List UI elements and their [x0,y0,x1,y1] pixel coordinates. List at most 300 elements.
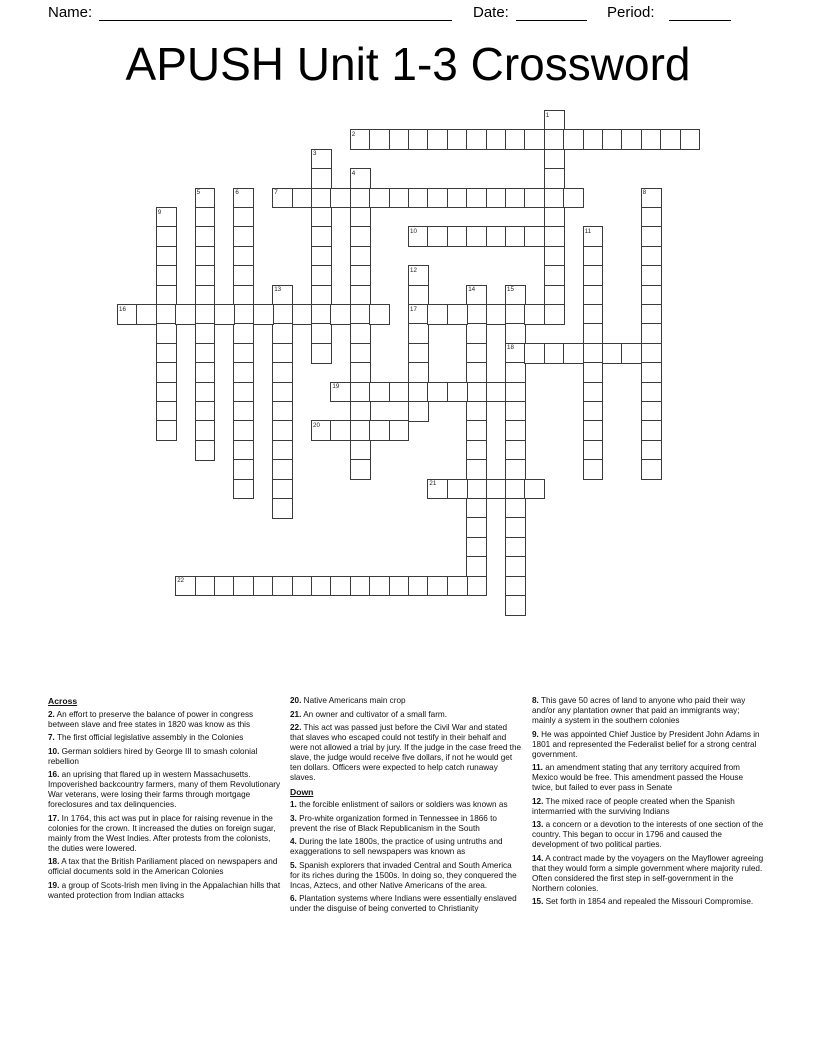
grid-cell [466,440,487,461]
grid-cell [427,304,448,325]
grid-cell [156,323,177,344]
grid-cell [583,420,604,441]
grid-cell [641,401,662,422]
grid-cell [350,576,371,597]
grid-cell [621,343,642,364]
grid-cell [175,304,196,325]
grid-cell [641,129,662,150]
clue-18: 18. A tax that the British Pariliament placed on newspapers and official documents sold in the American Colonies [48,857,278,876]
grid-cell [195,576,216,597]
grid-cell [563,129,584,150]
grid-cell [233,382,254,403]
grid-cell [311,188,332,209]
grid-cell [156,420,177,441]
grid-cell [583,323,604,344]
cell-number: 15 [507,286,514,294]
cell-number: 4 [351,169,356,177]
grid-cell [272,188,293,209]
grid-cell [156,382,177,403]
grid-cell [272,382,293,403]
grid-cell [389,576,410,597]
grid-cell [505,323,526,344]
grid-cell [233,479,254,500]
grid-cell [233,304,254,325]
grid-cell [641,362,662,383]
grid-cell [272,576,293,597]
grid-cell [641,382,662,403]
cell-number: 17 [410,305,417,313]
grid-cell [408,576,429,597]
grid-cell [408,226,429,247]
cell-number: 8 [642,189,647,197]
grid-cell [466,556,487,577]
grid-cell [195,304,216,325]
clue-7: 7. The first official legislative assembly in the Colonies [48,733,244,742]
grid-cell [350,420,371,441]
clue-11: 11. an amendment stating that any territory acquired from Mexico would be free. This amendment passed the House twice, but failed to ever pass in Senate [532,763,744,792]
grid-cell [369,129,390,150]
grid-cell [350,207,371,228]
cell-number: 10 [410,227,417,235]
grid-cell [292,188,313,209]
grid-cell [466,226,487,247]
grid-cell [583,440,604,461]
grid-cell [233,459,254,480]
grid-cell [272,440,293,461]
cell-number: 22 [177,577,185,585]
cell-number: 7 [274,189,278,197]
grid-cell [214,304,235,325]
grid-cell [156,362,177,383]
grid-cell [350,285,371,306]
grid-cell [369,188,390,209]
grid-cell [427,576,448,597]
grid-cell [389,382,410,403]
grid-cell [117,304,138,325]
grid-cell [272,323,293,344]
grid-cell [156,401,177,422]
grid-cell [350,459,371,480]
grid-cell [195,401,216,422]
grid-cell [544,285,565,306]
grid-cell [505,362,526,383]
grid-cell [583,343,604,364]
grid-cell [369,576,390,597]
grid-cell [350,323,371,344]
grid-cell [466,343,487,364]
grid-cell [233,401,254,422]
grid-cell [311,265,332,286]
grid-cell [466,304,487,325]
grid-cell [369,304,390,325]
grid-cell [195,440,216,461]
crossword-grid [117,110,699,614]
grid-cell [505,382,526,403]
grid-cell [466,420,487,441]
grid-cell [272,401,293,422]
period-label: Period: [607,4,655,21]
grid-cell [350,168,371,189]
grid-cell [195,343,216,364]
grid-cell [369,420,390,441]
grid-cell [583,401,604,422]
grid-cell [524,343,545,364]
grid-cell [505,595,526,616]
grid-cell [641,323,662,344]
grid-cell [195,246,216,267]
grid-cell [195,323,216,344]
grid-cell [311,420,332,441]
grid-cell [505,420,526,441]
grid-cell [408,343,429,364]
grid-cell [195,362,216,383]
clue-17: 17. In 1764, this act was put in place for raising revenue in the colonies for the crown. It increased the duties on foreign sugar, mainly from the West Indies. After protests from the colonists, the duties were lowered. [48,813,276,853]
grid-cell [311,246,332,267]
cell-number: 5 [196,189,201,197]
grid-cell [544,265,565,286]
grid-cell [524,479,545,500]
clue-section [48,696,768,918]
grid-cell [156,343,177,364]
grid-cell [389,188,410,209]
grid-cell [350,440,371,461]
clue-column [290,696,523,918]
down-heading: Down [290,786,314,797]
grid-cell [311,304,332,325]
clue-5: 5. Spanish explorers that invaded Central and South America for its riches during the 1500s. In doing so, they conquered the Incas, Aztecs, and other Native Americans of the area. [290,860,517,890]
cell-number: 13 [274,286,282,294]
grid-cell [233,362,254,383]
clue-20: 20. Native Americans main crop [290,696,406,705]
grid-cell [466,576,487,597]
grid-cell [466,188,487,209]
grid-cell [583,265,604,286]
grid-cell [195,382,216,403]
grid-cell [583,382,604,403]
grid-cell [486,226,507,247]
grid-cell [311,168,332,189]
grid-cell [641,420,662,441]
cell-number: 20 [313,421,320,429]
grid-cell [233,285,254,306]
grid-cell [156,265,177,286]
clue-22: 22. This act was passed just before the Civil War and stated that slaves who escaped could not testify in their behalf and were not allowed a trial by jury. If the judge in the case freed the slave, the judge would receive five dollars, if not he would get ten dollars. Officers were expected to help catch runaway slaves. [290,723,522,782]
grid-cell [233,420,254,441]
cell-number: 18 [507,344,514,352]
grid-cell [641,207,662,228]
grid-cell [330,576,351,597]
grid-cell [544,129,565,150]
grid-cell [641,246,662,267]
page-title: APUSH Unit 1-3 Crossword [125,38,691,90]
grid-cell [505,401,526,422]
grid-cell [233,226,254,247]
grid-cell [350,246,371,267]
grid-cell [292,304,313,325]
grid-cell [350,226,371,247]
grid-cell [544,149,565,170]
grid-cell [544,168,565,189]
grid-cell [466,382,487,403]
grid-cell [447,129,468,150]
grid-cell [195,188,216,209]
grid-cell [330,382,351,403]
grid-cell [292,576,313,597]
grid-cell [350,343,371,364]
grid-cell [156,226,177,247]
grid-cell [233,576,254,597]
grid-cell [195,207,216,228]
grid-cell [466,517,487,538]
name-blank-line [99,20,452,21]
grid-cell [214,576,235,597]
grid-cell [641,343,662,364]
grid-cell [524,226,545,247]
grid-cell [408,188,429,209]
grid-cell [583,246,604,267]
grid-cell [505,517,526,538]
grid-cell [156,304,177,325]
grid-cell [486,479,507,500]
grid-cell [311,343,332,364]
grid-cell [311,207,332,228]
grid-cell [505,479,526,500]
clue-column [48,696,281,918]
name-label: Name: [48,4,93,21]
grid-cell [505,576,526,597]
grid-cell [233,207,254,228]
cell-number: 11 [584,227,592,235]
grid-cell [505,226,526,247]
grid-cell [466,129,487,150]
grid-cell [602,129,623,150]
grid-cell [272,479,293,500]
clue-21: 21. An owner and cultivator of a small farm. [290,709,448,719]
grid-cell [505,188,526,209]
grid-cell [544,246,565,267]
grid-cell [544,110,565,131]
grid-cell [427,479,448,500]
grid-cell [641,440,662,461]
grid-cell [350,265,371,286]
cell-number: 16 [119,305,126,313]
grid-cell [350,401,371,422]
grid-cell [330,420,351,441]
clue-12: 12. The mixed race of people created when the Spanish intermarried with the surviving Indians [532,796,735,816]
grid-cell [563,343,584,364]
grid-cell [505,537,526,558]
grid-cell [505,556,526,577]
grid-cell [583,285,604,306]
clue-3: 3. Pro-white organization formed in Tennessee in 1866 to prevent the rise of Black Republicanism in the South [290,813,497,833]
grid-cell [427,226,448,247]
cell-number: 14 [468,286,476,294]
grid-cell [544,207,565,228]
grid-cell [447,188,468,209]
grid-cell [408,265,429,286]
clue-14: 14. A contract made by the voyagers on the Mayflower agreeing that they would form a simple government where majority ruled. Often considered the first step in self-government in the Northern colonies. [532,853,764,893]
grid-cell [408,382,429,403]
grid-cell [680,129,701,150]
grid-cell [641,285,662,306]
grid-cell [583,459,604,480]
grid-cell [505,285,526,306]
grid-cell [524,188,545,209]
across-heading: Across [48,696,78,706]
grid-cell [233,343,254,364]
grid-cell [195,265,216,286]
grid-cell [544,226,565,247]
grid-cell [427,188,448,209]
grid-cell [505,459,526,480]
grid-cell [486,188,507,209]
grid-cell [466,285,487,306]
grid-cell [253,304,274,325]
grid-cell [641,304,662,325]
grid-cell [641,265,662,286]
grid-cell [466,537,487,558]
grid-cell [563,188,584,209]
cell-number: 3 [313,150,317,158]
grid-cell [408,129,429,150]
clue-8: 8. This gave 50 acres of land to anyone who paid their way and/or any plantation owner that paid an immigrants way; mainly a system in the southern colonies [532,696,746,725]
date-blank-line [516,20,587,21]
grid-cell [505,498,526,519]
grid-cell [389,129,410,150]
clue-6: 6. Plantation systems where Indians were essentially enslaved under the disguise of being converted to Christianity [290,894,517,913]
grid-cell [447,382,468,403]
grid-cell [466,362,487,383]
grid-cell [486,129,507,150]
grid-cell [330,304,351,325]
grid-cell [272,304,293,325]
grid-cell [486,304,507,325]
grid-cell [505,440,526,461]
grid-cell [311,149,332,170]
grid-cell [311,576,332,597]
grid-cell [583,362,604,383]
grid-cell [272,498,293,519]
grid-cell [330,188,351,209]
grid-cell [350,304,371,325]
grid-cell [195,226,216,247]
grid-cell [253,576,274,597]
clue-10: 10. German soldiers hired by George III to smash colonial rebellion [48,746,258,766]
clue-19: 19. a group of Scots-Irish men living in the Appalachian hills that wanted protection from Indian attacks [48,880,281,900]
grid-cell [195,285,216,306]
grid-cell [544,188,565,209]
grid-cell [233,440,254,461]
period-blank-line [669,20,731,21]
grid-cell [175,576,196,597]
grid-cell [505,343,526,364]
grid-cell [466,479,487,500]
grid-cell [524,304,545,325]
grid-cell [389,420,410,441]
grid-cell [156,246,177,267]
grid-cell [350,382,371,403]
grid-cell [621,129,642,150]
grid-cell [641,459,662,480]
grid-cell [466,323,487,344]
grid-cell [195,420,216,441]
clue-column [532,696,765,918]
grid-cell [272,420,293,441]
grid-cell [544,304,565,325]
grid-cell [156,285,177,306]
cell-number: 21 [429,480,437,488]
grid-cell [660,129,681,150]
grid-cell [466,401,487,422]
grid-cell [641,188,662,209]
grid-cell [447,576,468,597]
grid-cell [272,343,293,364]
cell-number: 6 [235,189,239,197]
grid-cell [602,343,623,364]
cell-number: 2 [351,130,356,138]
grid-cell [350,188,371,209]
clue-9: 9. He was appointed Chief Justice by President John Adams in 1801 and represented the Federalist belief for a strong central government. [532,729,760,759]
grid-cell [583,129,604,150]
grid-cell [311,226,332,247]
clue-2: 2. An effort to preserve the balance of power in congress between slave and free states in 1820 was know as this [48,709,254,729]
grid-cell [427,129,448,150]
grid-cell [272,362,293,383]
clue-13: 13. a concern or a devotion to the interests of one section of the country. This began to occur in 1796 and caused the development of two political parties. [532,820,764,849]
grid-cell [156,207,177,228]
cell-number: 12 [410,266,417,274]
grid-cell [524,129,545,150]
clue-1: 1. the forcible enlistment of sailors or soldiers was known as [290,800,508,809]
grid-cell [369,382,390,403]
cell-number: 1 [545,111,550,119]
grid-cell [408,401,429,422]
grid-cell [466,459,487,480]
grid-cell [486,382,507,403]
grid-cell [233,246,254,267]
clue-15: 15. Set forth in 1854 and repealed the Missouri Compromise. [532,897,754,906]
grid-cell [311,285,332,306]
clue-16: 16. an uprising that flared up in western Massachusetts. Impoverished backcountry farmers, many of them Revolutionary War veterans, were losing their farms through mortgage foreclosures and tax delinquencies. [48,770,281,809]
grid-cell [350,129,371,150]
grid-cell [408,285,429,306]
cell-number: 19 [332,383,340,391]
clue-4: 4. During the late 1800s, the practice of using untruths and exaggerations to sell newspapers was known as [290,837,503,856]
grid-cell [583,226,604,247]
grid-cell [447,479,468,500]
grid-cell [408,323,429,344]
grid-cell [505,304,526,325]
grid-cell [583,304,604,325]
grid-cell [447,226,468,247]
grid-cell [311,323,332,344]
cell-number: 9 [157,208,162,216]
grid-cell [447,304,468,325]
grid-cell [408,362,429,383]
grid-cell [272,459,293,480]
grid-cell [272,285,293,306]
date-label: Date: [473,4,509,21]
grid-cell [233,323,254,344]
grid-cell [136,304,157,325]
grid-cell [408,304,429,325]
grid-cell [350,362,371,383]
grid-cell [233,188,254,209]
grid-cell [544,343,565,364]
grid-cell [233,265,254,286]
grid-cell [466,498,487,519]
grid-cell [427,382,448,403]
